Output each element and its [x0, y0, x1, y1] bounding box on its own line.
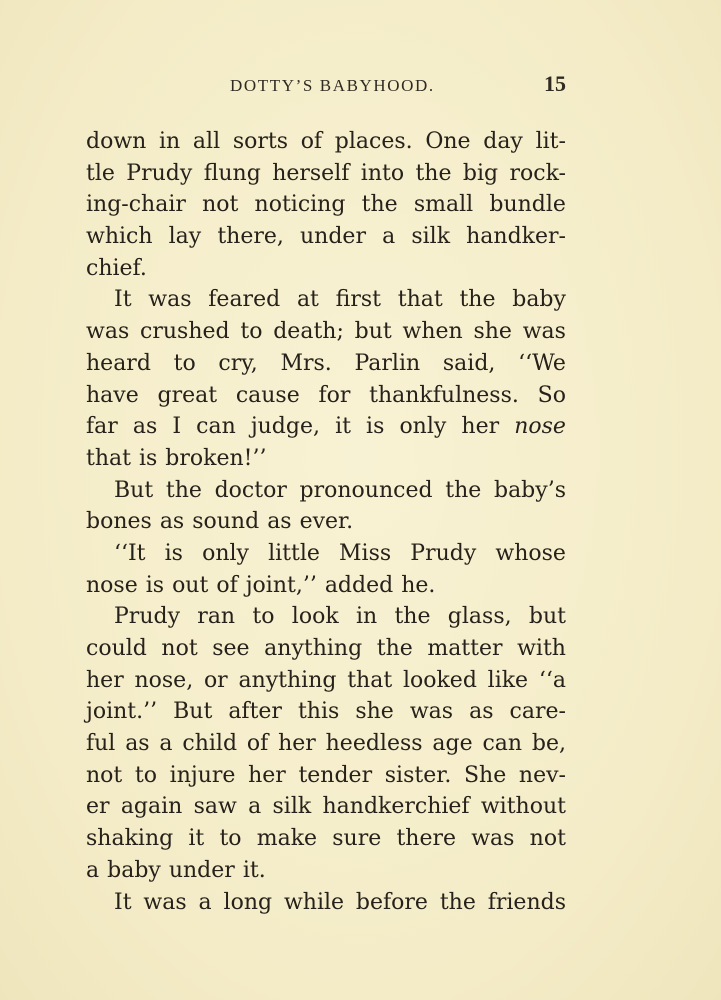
word: look: [291, 604, 339, 630]
text-line: [86, 665, 566, 697]
word: the: [459, 287, 496, 313]
word: places.: [334, 129, 413, 154]
word: down: [86, 129, 147, 154]
word: this: [297, 699, 340, 725]
word: added: [324, 572, 394, 598]
word: bundle: [489, 192, 566, 218]
word: the: [439, 889, 476, 915]
text-line: [86, 855, 566, 887]
word: which: [86, 224, 153, 250]
text-line: [86, 570, 566, 602]
word: a: [86, 857, 100, 883]
word: her: [86, 667, 124, 693]
word: to: [219, 826, 242, 852]
text-line: [86, 506, 566, 538]
word: Prudy: [410, 540, 477, 566]
word: he.: [401, 572, 436, 598]
word: small: [413, 192, 474, 218]
word: whose: [495, 540, 566, 566]
word: glass,: [447, 604, 512, 630]
word: Parlin: [354, 350, 421, 376]
word: baby’s: [493, 477, 566, 503]
word: was: [471, 826, 515, 852]
word: far: [86, 414, 118, 440]
word: nose,: [134, 667, 194, 693]
word: baby: [512, 287, 566, 313]
word: to: [134, 762, 158, 788]
word: nose: [514, 414, 566, 440]
word: anything: [264, 636, 363, 661]
running-title: DOTTY’S BABYHOOD.: [230, 76, 435, 95]
word: to: [252, 604, 275, 630]
word: friends: [487, 889, 566, 915]
text-line: [86, 411, 566, 443]
word: is: [164, 540, 183, 566]
word: Prudy: [126, 160, 193, 186]
word: age: [432, 731, 473, 757]
word: not: [529, 826, 566, 852]
word: all: [192, 129, 221, 154]
word: as: [159, 509, 185, 535]
text-line: [86, 126, 566, 158]
text-line: [86, 221, 566, 253]
word: nev-: [518, 762, 566, 788]
word: It: [114, 889, 132, 915]
word: was: [86, 319, 130, 345]
text-line: [86, 728, 566, 760]
word: But: [173, 699, 213, 725]
word: sound: [192, 509, 260, 535]
word: into: [360, 160, 405, 186]
word: could: [86, 636, 147, 661]
word: in: [159, 129, 181, 154]
word: is: [366, 414, 385, 440]
word: it: [188, 826, 205, 852]
word: see: [212, 636, 250, 661]
text-line: [86, 887, 566, 919]
word: out: [172, 572, 209, 598]
word: of: [246, 731, 269, 757]
word: rock-: [509, 160, 566, 186]
word: as: [125, 731, 150, 757]
word: first: [335, 287, 381, 313]
text-line: [86, 189, 566, 221]
word: nose: [86, 572, 138, 598]
word: to: [240, 319, 263, 345]
word: looked: [402, 667, 477, 693]
word: heard: [86, 350, 151, 376]
word: silk: [411, 224, 451, 250]
word: chief.: [86, 255, 147, 281]
word: joint.’’: [86, 699, 158, 725]
word: after: [228, 699, 282, 725]
word: in: [355, 604, 378, 630]
word: lay: [168, 224, 202, 250]
word: a: [198, 889, 212, 915]
word: matter: [427, 636, 503, 661]
word: it: [335, 414, 351, 440]
text-line: [86, 284, 566, 316]
text-line: [86, 253, 566, 285]
word: long: [223, 889, 273, 915]
word: I: [172, 414, 182, 440]
word: with: [517, 636, 566, 661]
word: was: [522, 319, 566, 345]
word: But: [114, 477, 154, 503]
word: was: [409, 699, 454, 725]
word: under: [300, 224, 366, 250]
word: ‘‘a: [538, 667, 566, 693]
word: a: [159, 731, 173, 757]
word: she: [355, 699, 394, 725]
word: as: [132, 414, 158, 440]
body-text: [86, 126, 566, 918]
word: there,: [217, 224, 284, 250]
word: ever.: [299, 509, 354, 535]
word: as: [267, 509, 292, 535]
word: not: [202, 192, 239, 218]
word: noticing: [254, 192, 346, 218]
word: death;: [273, 319, 344, 345]
word: the: [415, 160, 452, 186]
word: flung: [203, 160, 261, 186]
word: the: [361, 192, 398, 218]
word: crushed: [140, 319, 230, 345]
word: it.: [242, 857, 266, 883]
word: her: [248, 762, 286, 788]
word: ing-chair: [86, 192, 186, 218]
word: doctor: [214, 477, 287, 503]
word: Prudy: [114, 604, 180, 630]
text-line: [86, 348, 566, 380]
word: there: [396, 826, 457, 852]
word: but: [528, 604, 566, 630]
word: tender: [298, 762, 373, 788]
word: ful: [86, 731, 116, 757]
word: the: [394, 604, 431, 630]
word: anything: [238, 667, 337, 693]
word: day: [483, 129, 523, 154]
word: joint,’’: [245, 572, 317, 598]
word: er: [86, 794, 110, 820]
word: that: [86, 445, 131, 471]
word: to: [173, 350, 196, 376]
word: handker-: [466, 224, 566, 250]
word: a: [382, 224, 396, 250]
word: great: [157, 382, 218, 408]
word: lit-: [535, 129, 566, 154]
text-line: [86, 760, 566, 792]
word: cause: [235, 382, 300, 408]
word: the: [376, 636, 413, 661]
word: like: [487, 667, 529, 693]
word: shaking: [86, 826, 174, 852]
word: Mrs.: [280, 350, 332, 376]
word: cry,: [218, 350, 258, 376]
text-line: [86, 443, 566, 475]
word: judge,: [250, 414, 320, 440]
text-line: [86, 696, 566, 728]
word: was: [143, 889, 187, 915]
text-line: [86, 380, 566, 412]
word: herself: [272, 160, 350, 186]
word: can: [196, 414, 236, 440]
word: her: [278, 731, 316, 757]
word: have: [86, 382, 139, 408]
word: the: [165, 477, 202, 503]
word: big: [462, 160, 499, 186]
word: but: [354, 319, 392, 345]
word: was: [148, 287, 192, 313]
word: that: [347, 667, 393, 693]
word: little: [268, 540, 320, 566]
word: ‘‘It: [114, 540, 146, 566]
word: that: [397, 287, 443, 313]
word: handkerchief: [322, 794, 470, 820]
word: child: [182, 731, 238, 757]
word: So: [537, 382, 566, 408]
word: It: [114, 287, 132, 313]
word: only: [399, 414, 447, 440]
text-line: [86, 475, 566, 507]
word: pronounced: [299, 477, 433, 503]
word: not: [86, 762, 123, 788]
text-line: [86, 633, 566, 665]
word: not: [161, 636, 198, 661]
word: tle: [86, 160, 115, 186]
word: only: [202, 540, 249, 566]
word: sure: [332, 826, 382, 852]
word: Miss: [339, 540, 392, 566]
word: One: [425, 129, 471, 154]
word: ran: [197, 604, 236, 630]
word: injure: [169, 762, 236, 788]
word: under: [168, 857, 235, 883]
text-line: [86, 538, 566, 570]
word: said,: [442, 350, 496, 376]
word: be,: [531, 731, 566, 757]
word: make: [256, 826, 318, 852]
text-line: [86, 601, 566, 633]
page-number: 15: [544, 71, 566, 96]
word: or: [203, 667, 228, 693]
word: care-: [509, 699, 566, 725]
word: baby: [107, 857, 161, 883]
word: before: [355, 889, 428, 915]
text-line: [86, 823, 566, 855]
word: saw: [193, 794, 237, 820]
word: when: [402, 319, 463, 345]
word: again: [120, 794, 183, 820]
word: without: [480, 794, 566, 820]
word: she: [473, 319, 512, 345]
word: of: [300, 129, 323, 154]
word: sorts: [232, 129, 288, 154]
word: broken!’’: [165, 445, 267, 471]
word: the: [445, 477, 482, 503]
word: a: [248, 794, 262, 820]
word: is: [138, 445, 158, 471]
word: ‘‘We: [518, 350, 566, 376]
word: her: [461, 414, 500, 440]
word: for: [318, 382, 351, 408]
word: at: [296, 287, 319, 313]
word: sister.: [384, 762, 452, 788]
text-line: [86, 316, 566, 348]
word: feared: [208, 287, 281, 313]
word: of: [216, 572, 238, 598]
word: thankfulness.: [369, 382, 519, 408]
word: She: [463, 762, 507, 788]
word: can: [482, 731, 523, 757]
word: heedless: [325, 731, 423, 757]
word: is: [145, 572, 165, 598]
text-line: [86, 791, 566, 823]
running-head: [86, 71, 566, 98]
word: silk: [272, 794, 312, 820]
word: bones: [86, 509, 152, 535]
word: as: [469, 699, 494, 725]
word: while: [283, 889, 345, 915]
text-line: [86, 158, 566, 190]
